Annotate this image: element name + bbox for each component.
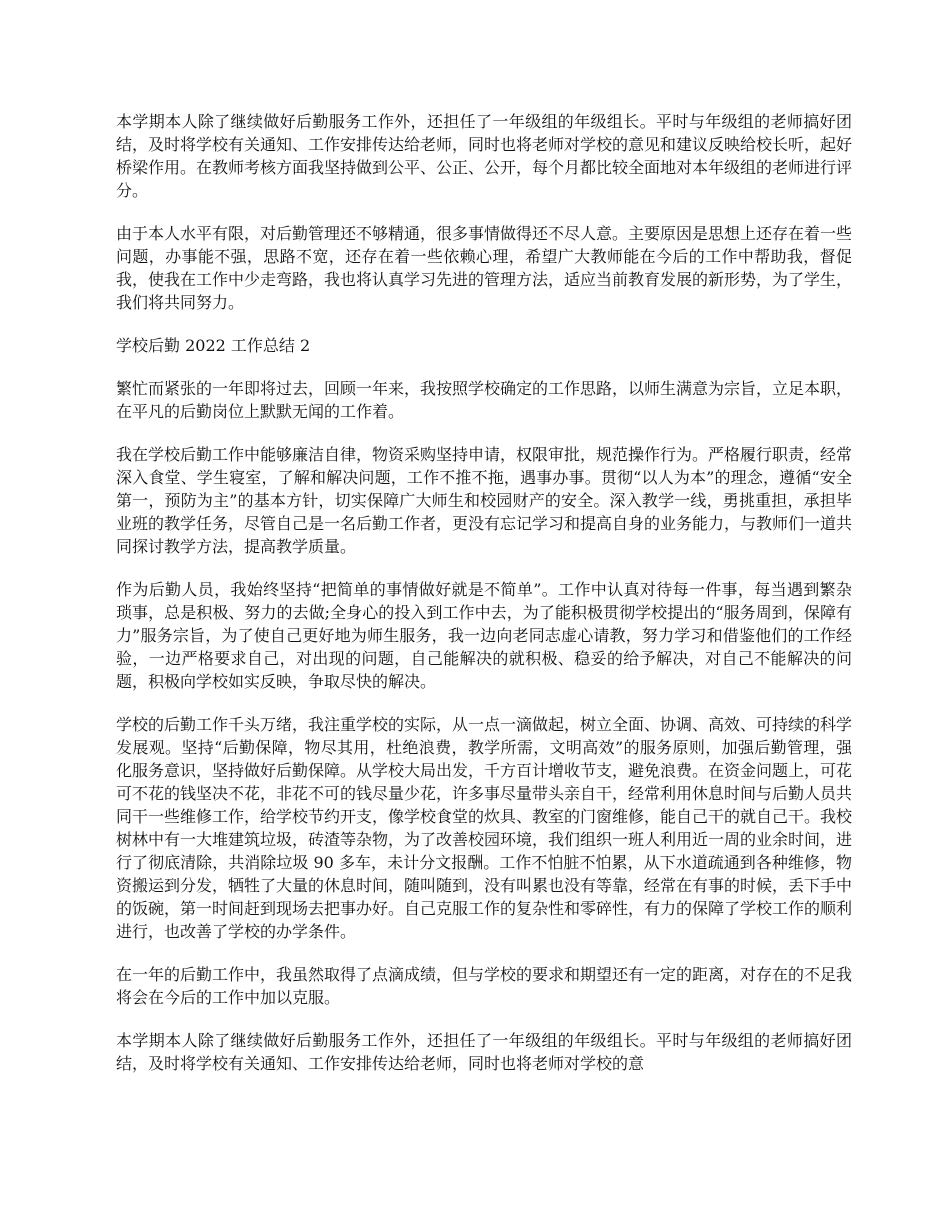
paragraph-grade-leader: 本学期本人除了继续做好后勤服务工作外，还担任了一年级组的年级组长。平时与年级组的老师搞好团结，及时将学校有关通知、工作安排传达给老师，同时也将老师对学校的意见和建议反映给校长听，起好桥梁作用。在教师考核方面我坚持做到公平、公正、公开，每个月都比较全面地对本年级组的老师进行评分。: [116, 112, 853, 200]
paragraph-attitude: 作为后勤人员，我始终坚持“把简单的事情做好就是不简单”。工作中认真对待每一件事，每当遇到繁杂琐事，总是积极、努力的去做;全身心的投入到工作中去，为了能积极贯彻学校提出的“服务周到，保障有力”服务宗旨，为了使自己更好地为师生服务，我一边向老同志虚心请教，努力学习和借鉴他们的工作经验，一边严格要求自己，对出现的问题，自己能解决的就积极、稳妥的给予解决，对自己不能解决的问题，积极向学校如实反映，争取尽快的解决。: [116, 580, 852, 691]
paragraph-logistics-work: 学校的后勤工作千头万绪，我注重学校的实际，从一点一滴做起，树立全面、协调、高效、可持续的科学发展观。坚持“后勤保障，物尽其用，杜绝浪费，教学所需，文明高效”的服务原则，加强后勤管理，强化服务意识，坚持做好后勤保障。从学校大局出发，千方百计增收节支，避免浪费。在资金问题上，可花可不花的钱坚决不花，非花不可的钱尽量少花，许多事尽量带头亲自干，经常利用休息时间与后勤人员共同干一些维修工作，给学校节约开支，像学校食堂的炊具、教室的门窗维修，能自己干的就自己干。我校树林中有一大堆建筑垃圾，砖渣等杂物，为了改善校园环境，我们组织一班人利用近一周的业余时间，进行了彻底清除，共消除垃圾 90 多车，未计分文报酬。工作不怕脏不怕累，从下水道疏通到各种维修，物资搬运到分发，牺牲了大量的休息时间，随叫随到，没有叫累也没有等靠，经常在有事的时候，丢下手中的饭碗，第一时间赶到现场去把事办好。自己克服工作的复杂性和零碎性，有力的保障了学校工作的顺利进行，也改善了学校的办学条件。: [116, 715, 853, 941]
paragraph-grade-leader-repeat: 本学期本人除了继续做好后勤服务工作外，还担任了一年级组的年级组长。平时与年级组的老师搞好团结，及时将学校有关通知、工作安排传达给老师，同时也将老师对学校的意: [116, 1031, 852, 1073]
paragraph-shortcomings: 由于本人水平有限，对后勤管理还不够精通，很多事情做得还不尽人意。主要原因是思想上还存在着一些问题，办事能不强，思路不宽，还存在着一些依赖心理，希望广大教师能在今后的工作中帮助我，督促我，使我在工作中少走弯路，我也将认真学习先进的管理方法，适应当前教育发展的新形势，为了学生，我们将共同努力。: [116, 224, 853, 312]
document-page: [116, 110, 852, 1095]
paragraph-self-discipline: 我在学校后勤工作中能够廉洁自律，物资采购坚持申请，权限审批，规范操作行为。严格履行职责，经常深入食堂、学生寝室，了解和解决问题，工作不推不拖，遇事办事。贯彻“以人为本”的理念，遵循“安全第一，预防为主”的基本方针，切实保障广大师生和校园财产的安全。深入教学一线，勇挑重担，承担毕业班的教学任务，尽管自己是一名后勤工作者，更没有忘记学习和提高自身的业务能力，与教师们一道共同探讨教学方法，提高教学质量。: [116, 445, 853, 556]
paragraph-conclusion: 在一年的后勤工作中，我虽然取得了点滴成绩，但与学校的要求和期望还有一定的距离，对存在的不足我将会在今后的工作中加以克服。: [116, 965, 853, 1007]
paragraph-intro: 繁忙而紧张的一年即将过去，回顾一年来，我按照学校确定的工作思路，以师生满意为宗旨，立足本职，在平凡的后勤岗位上默默无闻的工作着。: [116, 379, 853, 421]
section-heading: 学校后勤 2022 工作总结 2: [116, 336, 311, 355]
